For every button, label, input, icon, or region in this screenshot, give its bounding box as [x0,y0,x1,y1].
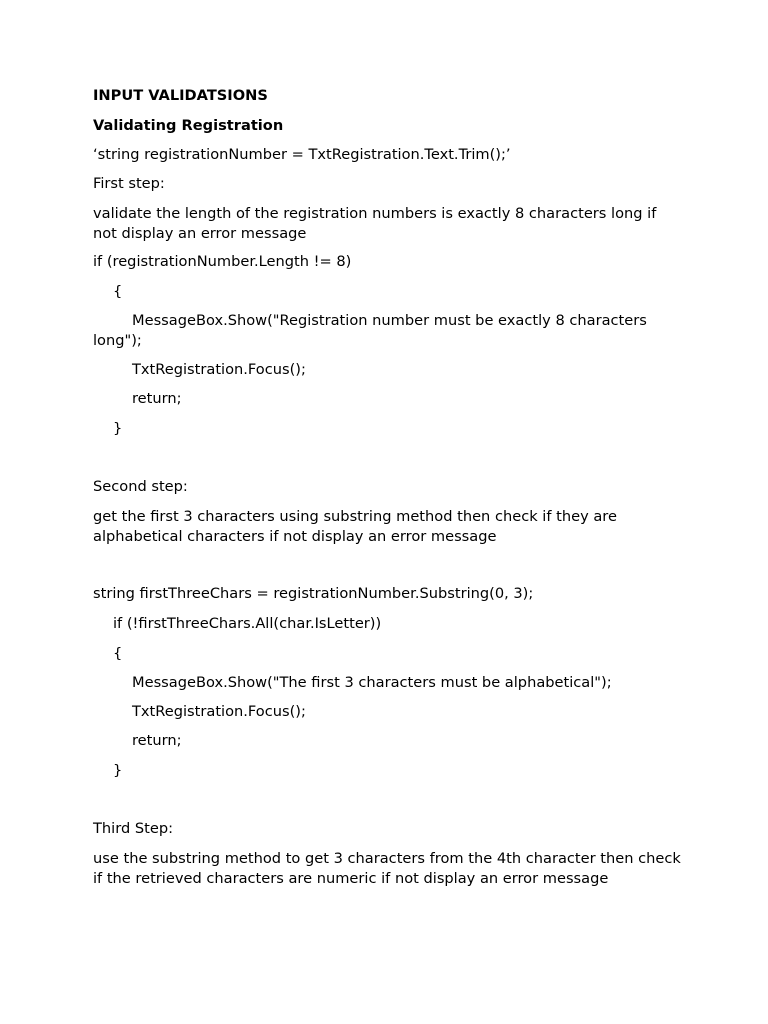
step2-code-close-brace: } [113,762,123,779]
step1-code-open-brace: { [113,283,123,300]
intro-code-line: ‘string registrationNumber = TxtRegistration.Text.Trim();’ [93,146,511,163]
step1-description: validate the length of the registration numbers is exactly 8 characters long if not display an error message [93,205,662,242]
step1-code-if: if (registrationNumber.Length != 8) [93,253,352,270]
step2-code-declaration: string firstThreeChars = registrationNumber.Substring(0, 3); [93,585,534,602]
step2-description: get the first 3 characters using substring method then check if they are alphabetical characters if not display an error message [93,508,622,545]
step2-code-return: return; [132,732,182,749]
page-title: INPUT VALIDATSIONS [93,87,268,104]
step2-code-open-brace: { [113,645,123,662]
step1-code-focus: TxtRegistration.Focus(); [132,361,306,378]
step2-code-messagebox: MessageBox.Show("The first 3 characters must be alphabetical"); [132,674,612,691]
section-heading: Validating Registration [93,117,284,134]
step2-code-if: if (!firstThreeChars.All(char.IsLetter)) [113,615,382,632]
step1-label: First step: [93,175,165,192]
step1-code-return: return; [132,390,182,407]
step3-description: use the substring method to get 3 characters from the 4th character then check if the retrieved characters are numeric if not display an error message [93,850,686,887]
step3-label: Third Step: [93,820,174,837]
step2-code-focus: TxtRegistration.Focus(); [132,703,306,720]
step1-code-messagebox: MessageBox.Show("Registration number must be exactly 8 characters long"); [93,312,652,349]
step2-label: Second step: [93,478,188,495]
step1-code-close-brace: } [113,420,123,437]
